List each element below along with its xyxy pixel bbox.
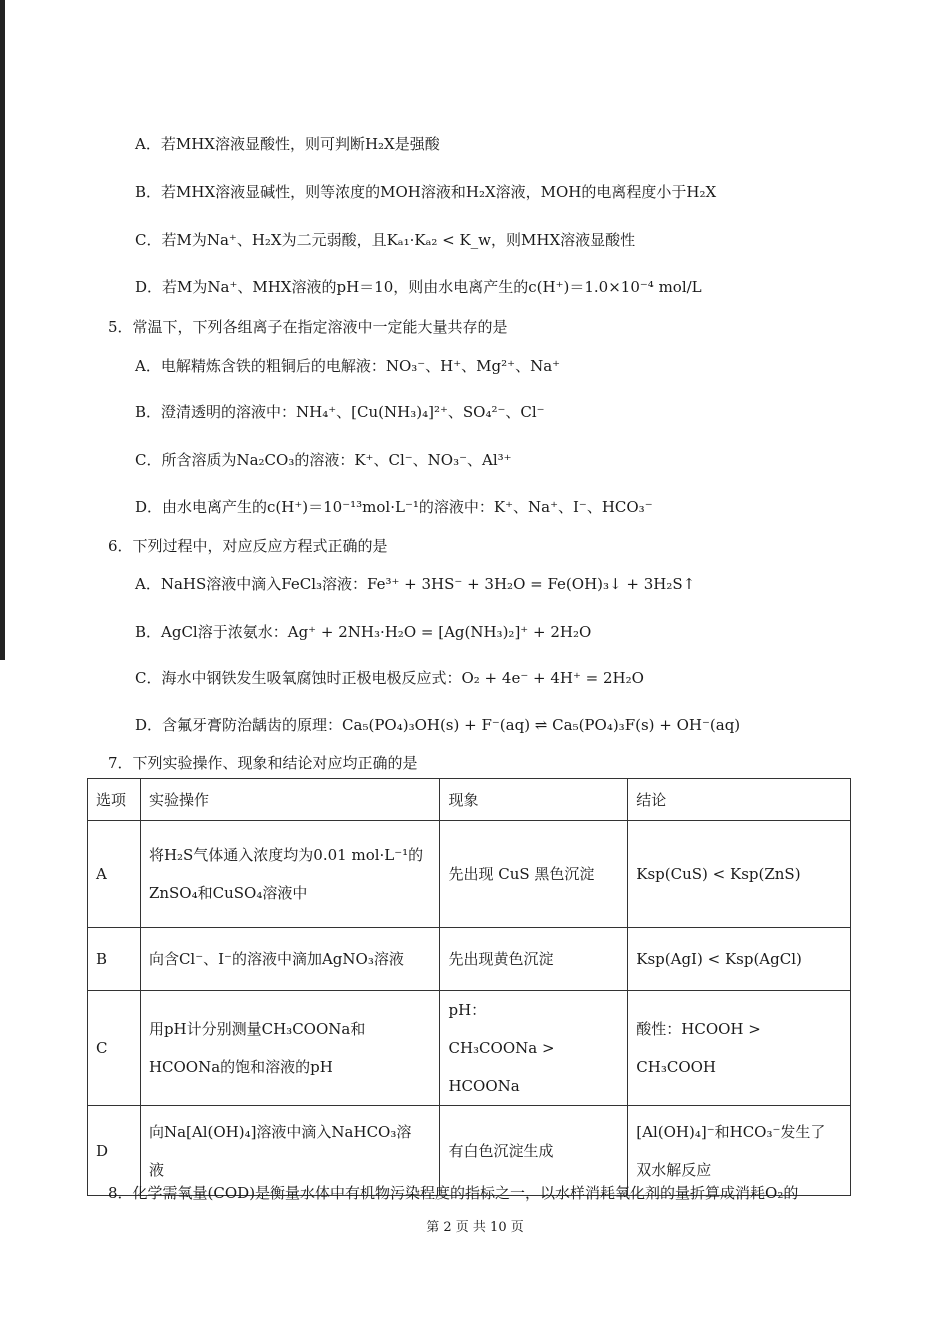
q5-option-d: D．由水电离产生的c(H⁺)＝10⁻¹³mol·L⁻¹的溶液中：K⁺、Na⁺、I⁻、HCO₃⁻: [135, 498, 653, 516]
q6-option-a: A．NaHS溶液中滴入FeCl₃溶液：Fe³⁺ + 3HS⁻ + 3H₂O = Fe(OH)₃↓ + 3H₂S↑: [135, 575, 696, 593]
row-option: B: [88, 928, 141, 991]
row-operation: 向Na[Al(OH)₄]溶液中滴入NaHCO₃溶 液: [140, 1106, 440, 1196]
table-header-row: [88, 779, 851, 821]
table-row: [88, 928, 851, 991]
q8-stem: 8．化学需氧量(COD)是衡量水体中有机物污染程度的指标之一，以水样消耗氧化剂的量折算成消耗O₂的: [108, 1184, 799, 1202]
scan-edge: [0, 0, 5, 660]
header-operation: 实验操作: [140, 779, 440, 821]
q5-option-b: B．澄清透明的溶液中：NH₄⁺、[Cu(NH₃)₄]²⁺、SO₄²⁻、Cl⁻: [135, 403, 545, 421]
row-option: A: [88, 821, 141, 928]
row-operation: 将H₂S气体通入浓度均为0.01 mol·L⁻¹的 ZnSO₄和CuSO₄溶液中: [140, 821, 440, 928]
row-conclusion: 酸性：HCOOH > CH₃COOH: [628, 991, 851, 1106]
q6-option-d: D．含氟牙膏防治龋齿的原理：Ca₅(PO₄)₃OH(s) + F⁻(aq) ⇌ Ca₅(PO₄)₃F(s) + OH⁻(aq): [135, 716, 741, 734]
q6-option-b: B．AgCl溶于浓氨水：Ag⁺ + 2NH₃·H₂O = [Ag(NH₃)₂]⁺ + 2H₂O: [135, 623, 592, 641]
q5-stem: 5．常温下，下列各组离子在指定溶液中一定能大量共存的是: [108, 318, 508, 336]
row-conclusion: [Al(OH)₄]⁻和HCO₃⁻发生了 双水解反应: [628, 1106, 851, 1196]
row-operation: 用pH计分别测量CH₃COONa和 HCOONa的饱和溶液的pH: [140, 991, 440, 1106]
q4-option-a: A．若MHX溶液显酸性，则可判断H₂X是强酸: [135, 135, 440, 153]
q4-option-c: C．若M为Na⁺、H₂X为二元弱酸，且Kₐ₁·Kₐ₂ < K_w，则MHX溶液显酸性: [135, 231, 636, 249]
q7-table: [87, 778, 851, 1196]
q5-option-a: A．电解精炼含铁的粗铜后的电解液：NO₃⁻、H⁺、Mg²⁺、Na⁺: [135, 357, 561, 375]
row-option: C: [88, 991, 141, 1106]
header-conclusion: 结论: [628, 779, 851, 821]
header-phenomenon: 现象: [440, 779, 628, 821]
page-footer: 第 2 页 共 10 页: [426, 1220, 524, 1235]
row-phenomenon: pH： CH₃COONa > HCOONa: [440, 991, 628, 1106]
q4-option-b: B．若MHX溶液显碱性，则等浓度的MOH溶液和H₂X溶液，MOH的电离程度小于H₂X: [135, 183, 717, 201]
row-conclusion: Ksp(AgI) < Ksp(AgCl): [628, 928, 851, 991]
q4-option-d: D．若M为Na⁺、MHX溶液的pH＝10，则由水电离产生的c(H⁺)＝1.0×10⁻⁴ mol/L: [135, 278, 702, 296]
row-operation: 向含Cl⁻、I⁻的溶液中滴加AgNO₃溶液: [140, 928, 440, 991]
table-row: [88, 821, 851, 928]
header-option: 选项: [88, 779, 141, 821]
table-row: [88, 991, 851, 1106]
row-phenomenon: 有白色沉淀生成: [440, 1106, 628, 1196]
q6-option-c: C．海水中钢铁发生吸氧腐蚀时正极电极反应式：O₂ + 4e⁻ + 4H⁺ = 2H₂O: [135, 669, 644, 687]
q5-option-c: C．所含溶质为Na₂CO₃的溶液：K⁺、Cl⁻、NO₃⁻、Al³⁺: [135, 451, 512, 469]
row-conclusion: Ksp(CuS) < Ksp(ZnS): [628, 821, 851, 928]
q6-stem: 6．下列过程中，对应反应方程式正确的是: [108, 537, 388, 555]
row-phenomenon: 先出现 CuS 黑色沉淀: [440, 821, 628, 928]
row-option: D: [88, 1106, 141, 1196]
row-phenomenon: 先出现黄色沉淀: [440, 928, 628, 991]
q7-stem: 7．下列实验操作、现象和结论对应均正确的是: [108, 754, 418, 772]
